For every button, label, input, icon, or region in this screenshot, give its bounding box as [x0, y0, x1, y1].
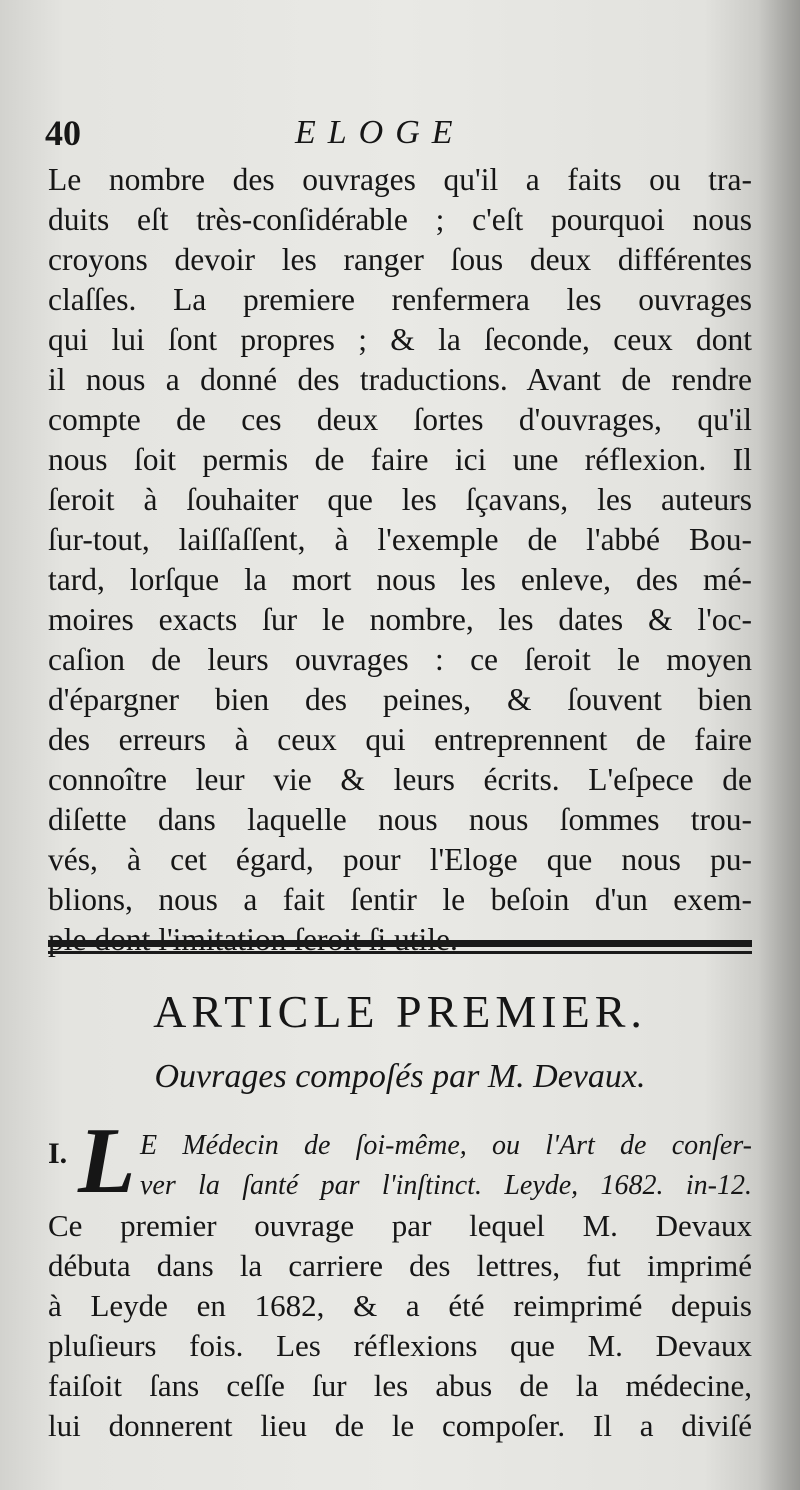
text-line: connoître leur vie & leurs écrits. L'eſpece de	[48, 762, 752, 797]
text-line: nous ſoit permis de faire ici une réflexion. Il	[48, 442, 752, 477]
section-divider	[48, 940, 752, 958]
running-head: ELOGE	[295, 114, 465, 151]
article-subtitle: Ouvrages compoſés par M. Devaux.	[154, 1058, 646, 1095]
divider-thin-rule	[48, 951, 752, 954]
drop-cap: L	[78, 1109, 136, 1213]
text-line: moires exacts ſur le nombre, les dates & l'oc-	[48, 602, 752, 637]
entry-title-line: ver la ſanté par l'inſtinct. Leyde, 1682. in-12.	[140, 1170, 752, 1201]
intro-paragraph	[48, 160, 752, 960]
page-number: 40	[45, 113, 81, 153]
entry-heading	[48, 1109, 752, 1213]
text-line: qui lui ſont propres ; & la ſeconde, ceux dont	[48, 322, 752, 357]
text-line: ſeroit à ſouhaiter que les ſçavans, les auteurs	[48, 482, 752, 517]
text-line: lui donnerent lieu de le compoſer. Il a diviſé	[48, 1408, 752, 1443]
page-header	[45, 112, 745, 162]
text-line: à Leyde en 1682, & a été reimprimé depuis	[48, 1288, 752, 1323]
text-line: croyons devoir les ranger ſous deux différentes	[48, 242, 752, 277]
text-line: débuta dans la carriere des lettres, fut imprimé	[48, 1248, 752, 1283]
bibliography-entry	[48, 1109, 752, 1446]
text-line: caſion de leurs ouvrages : ce ſeroit le moyen	[48, 642, 752, 677]
text-line: pluſieurs fois. Les réflexions que M. Devaux	[48, 1328, 752, 1363]
text-line: des erreurs à ceux qui entreprennent de faire	[48, 722, 752, 757]
text-line: faiſoit ſans ceſſe ſur les abus de la médecine,	[48, 1368, 752, 1403]
text-line: ſur-tout, laiſſaſſent, à l'exemple de l'abbé Bou-	[48, 522, 752, 557]
entry-body	[48, 1206, 752, 1446]
text-line: Le nombre des ouvrages qu'il a faits ou tra-	[48, 162, 752, 197]
text-line: compte de ces deux ſortes d'ouvrages, qu'il	[48, 402, 752, 437]
text-line: Ce premier ouvrage par lequel M. Devaux	[48, 1208, 752, 1243]
page-edge-shadow	[758, 0, 800, 1490]
entry-number: I.	[48, 1137, 68, 1170]
article-title: ARTICLE PREMIER.	[153, 986, 647, 1037]
text-line: d'épargner bien des peines, & ſouvent bien	[48, 682, 752, 717]
text-line: il nous a donné des traductions. Avant de rendre	[48, 362, 752, 397]
text-line: blions, nous a fait ſentir le beſoin d'un exem-	[48, 882, 752, 917]
divider-thick-rule	[48, 940, 752, 947]
text-line: claſſes. La premiere renfermera les ouvrages	[48, 282, 752, 317]
text-line: vés, à cet égard, pour l'Eloge que nous pu-	[48, 842, 752, 877]
text-line: diſette dans laquelle nous nous ſommes trou-	[48, 802, 752, 837]
entry-title-line: E Médecin de ſoi-même, ou l'Art de conſer-	[140, 1130, 752, 1161]
text-line: tard, lorſque la mort nous les enleve, des mé-	[48, 562, 752, 597]
text-line: duits eſt très-conſidérable ; c'eſt pourquoi nous	[48, 202, 752, 237]
